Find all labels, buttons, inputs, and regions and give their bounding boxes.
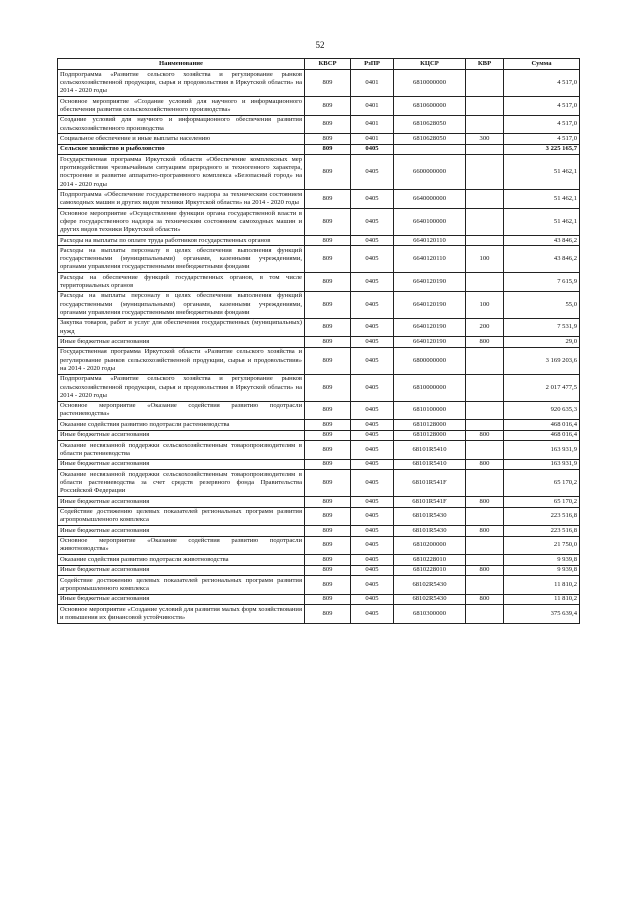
- row-rzpr-cell: 0405: [351, 246, 394, 273]
- row-kvsr-cell: 809: [305, 459, 351, 469]
- row-kvr-cell: 200: [466, 318, 504, 337]
- row-kvsr-cell: 809: [305, 273, 351, 292]
- table-row: [58, 97, 580, 116]
- row-kvsr-cell: 809: [305, 291, 351, 318]
- row-kcsr-cell: 6810628050: [394, 134, 466, 144]
- row-kvsr-cell: 809: [305, 337, 351, 347]
- row-kvsr-cell: 809: [305, 441, 351, 460]
- row-kcsr-cell: 6640120190: [394, 273, 466, 292]
- row-rzpr-cell: 0405: [351, 235, 394, 245]
- row-rzpr-cell: 0405: [351, 374, 394, 401]
- row-sum-cell: 468 016,4: [504, 430, 580, 440]
- row-kcsr-cell: 6640100000: [394, 209, 466, 236]
- row-kvr-cell: 800: [466, 565, 504, 575]
- row-kvr-cell: 800: [466, 430, 504, 440]
- row-kvsr-cell: 809: [305, 209, 351, 236]
- row-kvr-cell: [466, 70, 504, 97]
- table-row: [58, 273, 580, 292]
- row-kvr-cell: [466, 576, 504, 595]
- row-kcsr-cell: 6810228010: [394, 555, 466, 565]
- row-name-cell: Государственная программа Иркутской области «Развитие сельского хозяйства и регулирование рынков сельскохозяйственной продукции, сырья и продовольствия» на 2014 - 2020 годы: [58, 347, 305, 374]
- table-row: [58, 291, 580, 318]
- row-kvr-cell: 300: [466, 134, 504, 144]
- row-rzpr-cell: 0405: [351, 430, 394, 440]
- table-row: [58, 115, 580, 134]
- row-name-cell: Оказание содействия развитию подотрасли растениеводства: [58, 420, 305, 430]
- table-row: [58, 594, 580, 604]
- row-kcsr-cell: 6640120190: [394, 291, 466, 318]
- row-kvsr-cell: 809: [305, 318, 351, 337]
- row-sum-cell: 4 517,0: [504, 134, 580, 144]
- row-name-cell: Иные бюджетные ассигнования: [58, 459, 305, 469]
- table-row: [58, 507, 580, 526]
- row-kvr-cell: [466, 555, 504, 565]
- row-kvsr-cell: 809: [305, 565, 351, 575]
- row-kcsr-cell: 6810600000: [394, 97, 466, 116]
- row-name-cell: Закупка товаров, работ и услуг для обеспечения государственных (муниципальных) нужд: [58, 318, 305, 337]
- row-rzpr-cell: 0405: [351, 470, 394, 497]
- row-kvr-cell: 800: [466, 459, 504, 469]
- row-name-cell: Иные бюджетные ассигнования: [58, 594, 305, 604]
- row-kvr-cell: [466, 155, 504, 190]
- row-sum-cell: 223 516,8: [504, 507, 580, 526]
- row-kcsr-cell: 6640120190: [394, 337, 466, 347]
- row-kvsr-cell: 809: [305, 605, 351, 624]
- row-sum-cell: 4 517,0: [504, 115, 580, 134]
- row-rzpr-cell: 0405: [351, 420, 394, 430]
- row-kcsr-cell: 6810200000: [394, 536, 466, 555]
- row-kvr-cell: [466, 420, 504, 430]
- row-kvr-cell: 800: [466, 526, 504, 536]
- row-name-cell: Иные бюджетные ассигнования: [58, 337, 305, 347]
- row-rzpr-cell: 0405: [351, 497, 394, 507]
- row-rzpr-cell: 0405: [351, 526, 394, 536]
- row-rzpr-cell: 0401: [351, 97, 394, 116]
- row-kcsr-cell: 68101R5430: [394, 507, 466, 526]
- table-row: [58, 134, 580, 144]
- row-name-cell: Оказание несвязанной поддержки сельскохозяйственным товаропроизводителям в области растениеводства: [58, 441, 305, 460]
- row-sum-cell: 21 750,0: [504, 536, 580, 555]
- row-kcsr-cell: 6810128000: [394, 420, 466, 430]
- row-name-cell: Расходы на обеспечение функций государственных органов, в том числе территориальных органов: [58, 273, 305, 292]
- table-body: [58, 70, 580, 624]
- row-kvsr-cell: 809: [305, 536, 351, 555]
- row-rzpr-cell: 0405: [351, 291, 394, 318]
- row-name-cell: Иные бюджетные ассигнования: [58, 430, 305, 440]
- row-name-cell: Создание условий для научного и информационного обеспечения развития сельскохозяйственного производства: [58, 115, 305, 134]
- table-row: [58, 497, 580, 507]
- header-rzpr: РзПР: [351, 59, 394, 70]
- table-row: [58, 605, 580, 624]
- row-sum-cell: 223 516,8: [504, 526, 580, 536]
- table-row: [58, 565, 580, 575]
- row-rzpr-cell: 0401: [351, 70, 394, 97]
- row-kvsr-cell: 809: [305, 420, 351, 430]
- row-kcsr-cell: 68101R5430: [394, 526, 466, 536]
- row-rzpr-cell: 0405: [351, 507, 394, 526]
- row-rzpr-cell: 0405: [351, 318, 394, 337]
- row-kvr-cell: [466, 235, 504, 245]
- header-kvsr: КВСР: [305, 59, 351, 70]
- row-rzpr-cell: 0405: [351, 565, 394, 575]
- row-name-cell: Основное мероприятие «Оказание содействия развитию подотрасли животноводства»: [58, 536, 305, 555]
- row-sum-cell: 29,0: [504, 337, 580, 347]
- row-rzpr-cell: 0405: [351, 347, 394, 374]
- row-kcsr-cell: 6810000000: [394, 70, 466, 97]
- row-sum-cell: 163 931,9: [504, 441, 580, 460]
- table-row: [58, 430, 580, 440]
- row-sum-cell: 468 016,4: [504, 420, 580, 430]
- row-name-cell: Основное мероприятие «Оказание содействия развитию подотрасли растениеводства»: [58, 401, 305, 420]
- row-rzpr-cell: 0405: [351, 155, 394, 190]
- table-row: [58, 209, 580, 236]
- row-kcsr-cell: 68102R5430: [394, 594, 466, 604]
- row-kvsr-cell: 809: [305, 134, 351, 144]
- row-kcsr-cell: 6640000000: [394, 190, 466, 209]
- row-kvr-cell: [466, 374, 504, 401]
- row-rzpr-cell: 0405: [351, 459, 394, 469]
- row-name-cell: Расходы на выплаты по оплате труда работников государственных органов: [58, 235, 305, 245]
- row-kvr-cell: [466, 401, 504, 420]
- row-sum-cell: 51 462,1: [504, 209, 580, 236]
- row-kvsr-cell: 809: [305, 430, 351, 440]
- row-kvr-cell: [466, 536, 504, 555]
- row-kvsr-cell: 809: [305, 97, 351, 116]
- row-kvsr-cell: 809: [305, 555, 351, 565]
- row-kvsr-cell: 809: [305, 246, 351, 273]
- row-name-cell: Иные бюджетные ассигнования: [58, 526, 305, 536]
- row-kcsr-cell: 6640120110: [394, 246, 466, 273]
- table-row: [58, 526, 580, 536]
- row-kcsr-cell: 6640120110: [394, 235, 466, 245]
- row-kcsr-cell: 6810228010: [394, 565, 466, 575]
- row-kvsr-cell: 809: [305, 347, 351, 374]
- row-rzpr-cell: 0405: [351, 441, 394, 460]
- row-sum-cell: 4 517,0: [504, 70, 580, 97]
- row-sum-cell: 43 846,2: [504, 246, 580, 273]
- row-rzpr-cell: 0405: [351, 536, 394, 555]
- row-kvsr-cell: 809: [305, 507, 351, 526]
- row-name-cell: Подпрограмма «Развитие сельского хозяйства и регулирование рынков сельскохозяйственной продукции, сырья и продовольствия в Иркутской области» на 2014 - 2020 годы: [58, 374, 305, 401]
- row-kvsr-cell: 809: [305, 115, 351, 134]
- row-kcsr-cell: 68101R5410: [394, 459, 466, 469]
- row-name-cell: Оказание содействия развитию подотрасли животноводства: [58, 555, 305, 565]
- table-row: [58, 70, 580, 97]
- budget-table: [57, 58, 580, 624]
- row-kvr-cell: 800: [466, 337, 504, 347]
- row-kvr-cell: [466, 144, 504, 154]
- row-rzpr-cell: 0405: [351, 555, 394, 565]
- row-name-cell: Подпрограмма «Обеспечение государственного надзора за техническим состоянием самоходных машин и других видов техники Иркутской области» на 2014 - 2020 годы: [58, 190, 305, 209]
- row-sum-cell: 7 531,9: [504, 318, 580, 337]
- row-kvr-cell: [466, 273, 504, 292]
- header-sum: Сумма: [504, 59, 580, 70]
- row-kvr-cell: 800: [466, 594, 504, 604]
- row-sum-cell: 7 615,9: [504, 273, 580, 292]
- row-sum-cell: 4 517,0: [504, 97, 580, 116]
- table-row: [58, 401, 580, 420]
- header-kcsr: КЦСР: [394, 59, 466, 70]
- row-kcsr-cell: 6640120190: [394, 318, 466, 337]
- table-row: [58, 420, 580, 430]
- row-name-cell: Государственная программа Иркутской области «Обеспечение комплексных мер противодействия чрезвычайным ситуациям природного и техногенного характера, построение и развитие аппаратно-программного комплекса «Безопасный город» на 2014 - 2020 годы: [58, 155, 305, 190]
- row-rzpr-cell: 0405: [351, 273, 394, 292]
- row-kvsr-cell: 809: [305, 374, 351, 401]
- row-name-cell: Основное мероприятие «Осуществление функции органа государственной власти в сфере государственного надзора за техническим состоянием самоходных машин и других видов техники Иркутской области»: [58, 209, 305, 236]
- row-name-cell: Содействие достижению целевых показателей региональных программ развития агропромышленного комплекса: [58, 576, 305, 595]
- row-name-cell: Основное мероприятие «Создание условий для научного и информационного обеспечения развития сельскохозяйственного производства»: [58, 97, 305, 116]
- row-name-cell: Основное мероприятие «Создание условий для развития малых форм хозяйствования и повышения их финансовой устойчивости»: [58, 605, 305, 624]
- row-sum-cell: 9 939,8: [504, 555, 580, 565]
- row-kvsr-cell: 809: [305, 235, 351, 245]
- row-kvr-cell: [466, 441, 504, 460]
- row-name-cell: Оказание несвязанной поддержки сельскохозяйственным товаропроизводителям в области растениеводства за счет средств резервного фонда Правительства Российской Федерации: [58, 470, 305, 497]
- table-row: [58, 536, 580, 555]
- table-row: [58, 337, 580, 347]
- row-kcsr-cell: 68102R5430: [394, 576, 466, 595]
- row-name-cell: Подпрограмма «Развитие сельского хозяйства и регулирование рынков сельскохозяйственной продукции, сырья и продовольствия в Иркутской области» на 2014 - 2020 годы: [58, 70, 305, 97]
- row-rzpr-cell: 0405: [351, 401, 394, 420]
- row-rzpr-cell: 0405: [351, 209, 394, 236]
- row-sum-cell: 55,0: [504, 291, 580, 318]
- row-sum-cell: 51 462,1: [504, 190, 580, 209]
- row-kvsr-cell: 809: [305, 470, 351, 497]
- row-sum-cell: 9 939,8: [504, 565, 580, 575]
- row-sum-cell: 920 635,3: [504, 401, 580, 420]
- row-sum-cell: 51 462,1: [504, 155, 580, 190]
- table-row: [58, 144, 580, 154]
- header-name: Наименование: [58, 59, 305, 70]
- row-sum-cell: 65 170,2: [504, 497, 580, 507]
- row-kvsr-cell: 809: [305, 70, 351, 97]
- row-kvr-cell: [466, 209, 504, 236]
- row-kvr-cell: [466, 470, 504, 497]
- row-kcsr-cell: 68101R541F: [394, 470, 466, 497]
- row-rzpr-cell: 0405: [351, 337, 394, 347]
- table-row: [58, 190, 580, 209]
- row-rzpr-cell: 0405: [351, 605, 394, 624]
- row-kvsr-cell: 809: [305, 497, 351, 507]
- row-sum-cell: 11 810,2: [504, 576, 580, 595]
- row-sum-cell: 65 170,2: [504, 470, 580, 497]
- table-row: [58, 459, 580, 469]
- row-kcsr-cell: 6810300000: [394, 605, 466, 624]
- row-kvsr-cell: 809: [305, 190, 351, 209]
- row-kvsr-cell: 809: [305, 155, 351, 190]
- row-sum-cell: 43 846,2: [504, 235, 580, 245]
- row-kvsr-cell: 809: [305, 401, 351, 420]
- row-name-cell: Иные бюджетные ассигнования: [58, 565, 305, 575]
- row-kvr-cell: 100: [466, 291, 504, 318]
- row-rzpr-cell: 0401: [351, 134, 394, 144]
- row-rzpr-cell: 0401: [351, 115, 394, 134]
- row-kvsr-cell: 809: [305, 526, 351, 536]
- row-kcsr-cell: 68101R541F: [394, 497, 466, 507]
- row-kvr-cell: [466, 97, 504, 116]
- row-kvr-cell: [466, 190, 504, 209]
- row-sum-cell: 3 225 165,7: [504, 144, 580, 154]
- row-name-cell: Расходы на выплаты персоналу в целях обеспечения выполнения функций государственными (муниципальными) органами, казенными учреждениями, органами управления государственными внебюджетными фондами: [58, 246, 305, 273]
- row-kvr-cell: [466, 605, 504, 624]
- row-kvr-cell: [466, 507, 504, 526]
- row-kvr-cell: [466, 115, 504, 134]
- row-kvr-cell: [466, 347, 504, 374]
- table-header-row: [58, 59, 580, 70]
- table-row: [58, 441, 580, 460]
- table-row: [58, 155, 580, 190]
- row-name-cell: Содействие достижению целевых показателей региональных программ развития агропромышленного комплекса: [58, 507, 305, 526]
- row-kvr-cell: 800: [466, 497, 504, 507]
- table-row: [58, 374, 580, 401]
- row-name-cell: Расходы на выплаты персоналу в целях обеспечения выполнения функций государственными (муниципальными) органами, казенными учреждениями, органами управления государственными внебюджетными фондами: [58, 291, 305, 318]
- row-kcsr-cell: 68101R5410: [394, 441, 466, 460]
- table-row: [58, 318, 580, 337]
- row-kcsr-cell: 6810100000: [394, 401, 466, 420]
- table-row: [58, 347, 580, 374]
- row-kcsr-cell: 6810000000: [394, 374, 466, 401]
- row-kcsr-cell: 6810128000: [394, 430, 466, 440]
- table-row: [58, 470, 580, 497]
- row-rzpr-cell: 0405: [351, 594, 394, 604]
- table-row: [58, 555, 580, 565]
- row-kcsr-cell: 6600000000: [394, 155, 466, 190]
- table-row: [58, 246, 580, 273]
- row-kvsr-cell: 809: [305, 576, 351, 595]
- row-kvsr-cell: 809: [305, 594, 351, 604]
- row-kcsr-cell: 6800000000: [394, 347, 466, 374]
- row-sum-cell: 2 017 477,5: [504, 374, 580, 401]
- table-row: [58, 576, 580, 595]
- row-name-cell: Сельское хозяйство и рыболовство: [58, 144, 305, 154]
- row-sum-cell: 11 810,2: [504, 594, 580, 604]
- row-kcsr-cell: 6810628050: [394, 115, 466, 134]
- table-row: [58, 235, 580, 245]
- header-kvr: КВР: [466, 59, 504, 70]
- row-rzpr-cell: 0405: [351, 190, 394, 209]
- row-kvr-cell: 100: [466, 246, 504, 273]
- row-sum-cell: 163 931,9: [504, 459, 580, 469]
- row-kcsr-cell: [394, 144, 466, 154]
- page-number: 52: [315, 40, 325, 50]
- row-sum-cell: 3 169 203,6: [504, 347, 580, 374]
- row-name-cell: Социальное обеспечение и иные выплаты населению: [58, 134, 305, 144]
- row-name-cell: Иные бюджетные ассигнования: [58, 497, 305, 507]
- row-rzpr-cell: 0405: [351, 576, 394, 595]
- row-sum-cell: 375 639,4: [504, 605, 580, 624]
- row-rzpr-cell: 0405: [351, 144, 394, 154]
- row-kvsr-cell: 809: [305, 144, 351, 154]
